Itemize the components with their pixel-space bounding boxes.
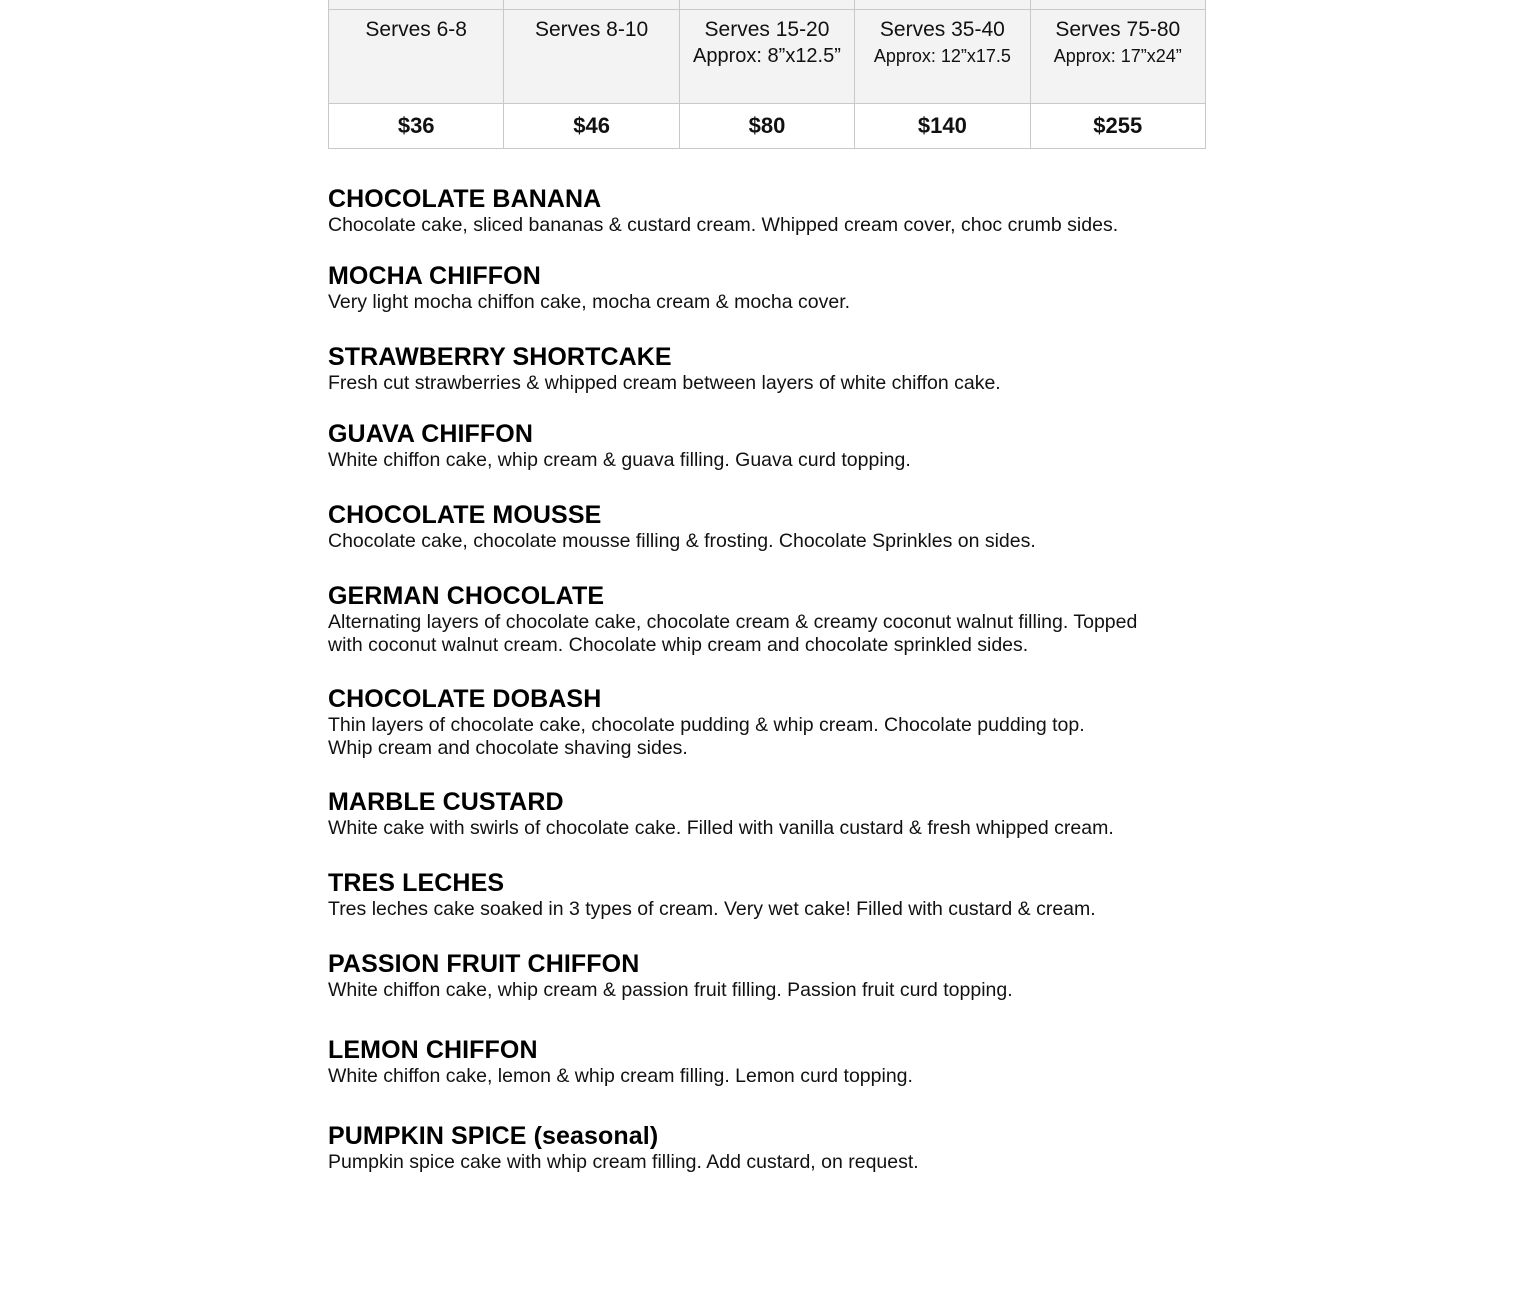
approx-size-label: Approx: 8”x12.5” <box>693 45 841 67</box>
cake-description: Chocolate cake, chocolate mousse filling & frosting. Chocolate Sprinkles on sides. <box>328 530 1036 552</box>
cake-item-german-chocolate <box>328 581 1218 657</box>
cake-name: GERMAN CHOCOLATE <box>328 582 605 610</box>
cake-name: CHOCOLATE MOUSSE <box>328 501 602 529</box>
table-cell <box>1030 0 1205 10</box>
serves-label: Serves 15-20 <box>704 18 830 41</box>
cake-item-chocolate-banana <box>328 184 1218 237</box>
serves-label: Serves 6-8 <box>365 18 467 41</box>
cake-description: White chiffon cake, lemon & whip cream filling. Lemon curd topping. <box>328 1065 913 1087</box>
price-cell <box>855 104 1030 149</box>
price-cell <box>1030 104 1205 149</box>
cake-description: Chocolate cake, sliced bananas & custard cream. Whipped cream cover, choc crumb sides. <box>328 214 1119 236</box>
serves-row <box>329 10 1206 104</box>
price-label: $80 <box>748 113 786 138</box>
serves-cell <box>329 10 504 104</box>
cake-name: MOCHA CHIFFON <box>328 262 541 290</box>
serves-label: Serves 75-80 <box>1055 18 1181 41</box>
cake-item-strawberry-shortcake <box>328 342 1218 395</box>
serves-cell <box>855 10 1030 104</box>
price-label: $255 <box>1093 113 1143 138</box>
cake-name: CHOCOLATE BANANA <box>328 185 602 213</box>
cake-description: Fresh cut strawberries & whipped cream between layers of white chiffon cake. <box>328 372 1001 394</box>
price-cell <box>329 104 504 149</box>
cake-description: White chiffon cake, whip cream & passion fruit filling. Passion fruit curd topping. <box>328 979 1013 1001</box>
cake-description: Alternating layers of chocolate cake, chocolate cream & creamy coconut walnut filling. Topped with coconut walnut cream. Chocolate whip cream and chocolate sprinkled sides. <box>328 611 1138 656</box>
serves-label: Serves 35-40 <box>879 18 1005 41</box>
cake-item-marble-custard <box>328 787 1218 840</box>
cake-name: LEMON CHIFFON <box>328 1036 538 1064</box>
serves-label: Serves 8-10 <box>534 18 649 41</box>
cake-name: PASSION FRUIT CHIFFON <box>328 950 640 978</box>
serves-cell <box>504 10 679 104</box>
cake-name: TRES LECHES <box>328 869 505 897</box>
price-label: $46 <box>573 113 610 138</box>
cake-item-pumpkin-spice <box>328 1121 1218 1174</box>
serves-cell <box>679 10 854 104</box>
cake-name: STRAWBERRY SHORTCAKE <box>328 343 672 371</box>
price-table <box>328 0 1206 149</box>
price-label: $36 <box>397 113 435 138</box>
price-row <box>329 104 1206 149</box>
table-cell <box>329 0 504 10</box>
cake-description: Pumpkin spice cake with whip cream filling. Add custard, on request. <box>328 1151 919 1173</box>
approx-size-label: Approx: 17”x24” <box>1053 46 1182 66</box>
price-cell <box>504 104 679 149</box>
approx-size-label: Approx: 12”x17.5 <box>873 46 1011 66</box>
cake-description: White chiffon cake, whip cream & guava filling. Guava curd topping. <box>328 449 911 471</box>
cake-name: CHOCOLATE DOBASH <box>328 685 602 713</box>
cake-description: Thin layers of chocolate cake, chocolate pudding & whip cream. Chocolate pudding top. Whip cream and chocolate shaving sides. <box>328 714 1085 759</box>
serves-cell <box>1030 10 1205 104</box>
cake-description: Tres leches cake soaked in 3 types of cream. Very wet cake! Filled with custard & cream. <box>328 898 1096 920</box>
cake-description: Very light mocha chiffon cake, mocha cream & mocha cover. <box>328 291 851 313</box>
price-label: $140 <box>917 113 967 138</box>
cake-name: MARBLE CUSTARD <box>328 788 564 816</box>
table-cell <box>855 0 1030 10</box>
cake-item-chocolate-mousse <box>328 500 1218 553</box>
price-cell <box>679 104 854 149</box>
cake-item-lemon-chiffon <box>328 1035 1218 1088</box>
cake-description: White cake with swirls of chocolate cake. Filled with vanilla custard & fresh whipped cream. <box>328 817 1114 839</box>
cake-name: PUMPKIN SPICE (seasonal) <box>328 1122 659 1150</box>
table-cell <box>679 0 854 10</box>
cake-name: GUAVA CHIFFON <box>328 420 533 448</box>
cake-item-passion-fruit-chiffon <box>328 949 1218 1002</box>
cake-item-chocolate-dobash <box>328 684 1218 760</box>
cake-item-guava-chiffon <box>328 419 1218 472</box>
table-cell <box>504 0 679 10</box>
cake-item-mocha-chiffon <box>328 261 1218 314</box>
cake-item-tres-leches <box>328 868 1218 921</box>
table-header-strip <box>329 0 1206 10</box>
